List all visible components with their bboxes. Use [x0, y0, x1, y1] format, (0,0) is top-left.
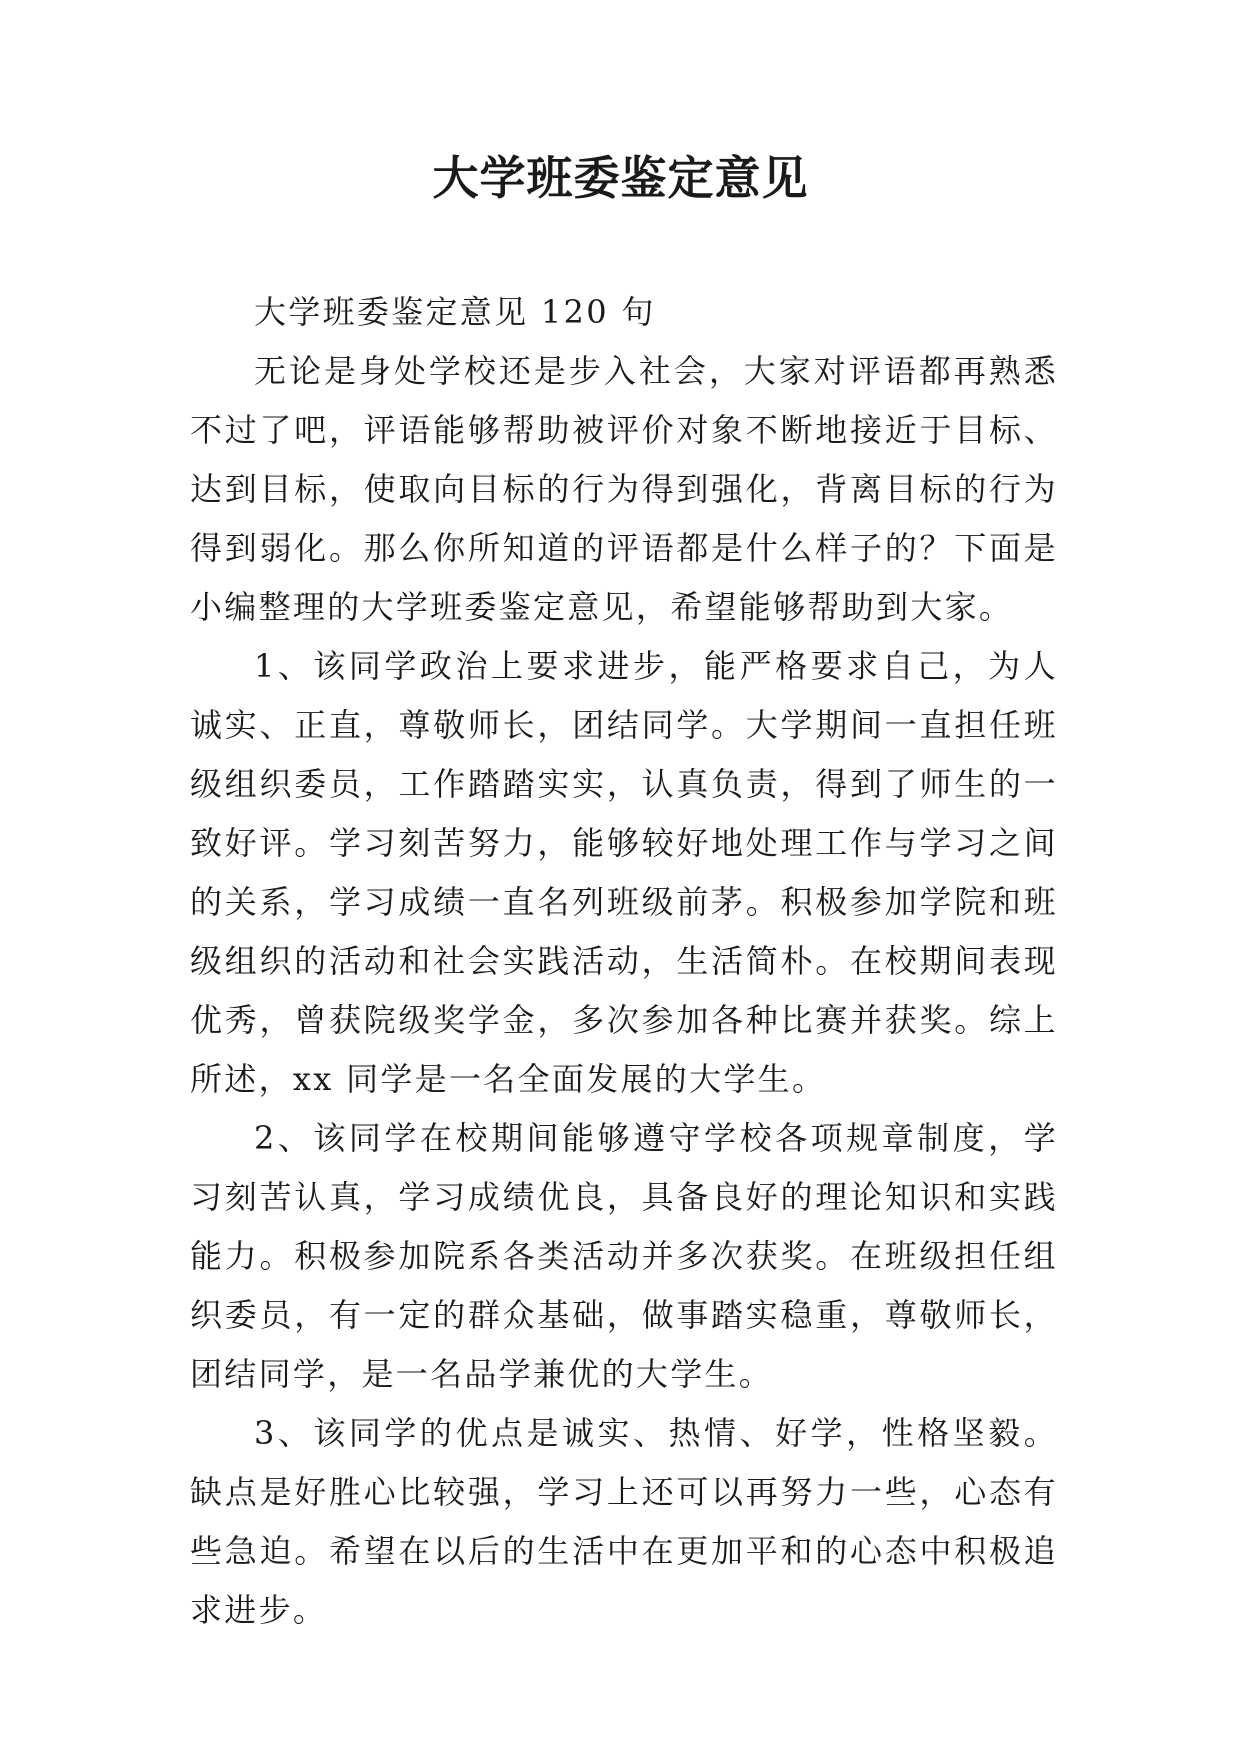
comment-paragraph-2: 2、该同学在校期间能够遵守学校各项规章制度，学习刻苦认真，学习成绩优良，具备良好的理论知识和实践能力。积极参加院系各类活动并多次获奖。在班级担任组织委员，有一定的群众基础，做事踏实稳重，尊敬师长，团结同学，是一名品学兼优的大学生。 — [190, 1119, 1058, 1393]
document-body — [190, 283, 1058, 1640]
comment-paragraph-3: 3、该同学的优点是诚实、热情、好学，性格坚毅。缺点是好胜心比较强，学习上还可以再努力一些，心态有些急迫。希望在以后的生活中在更加平和的心态中积极追求进步。 — [190, 1414, 1058, 1629]
document-subtitle: 大学班委鉴定意见 120 句 — [254, 293, 656, 331]
comment-paragraph-1: 1、该同学政治上要求进步，能严格要求自己，为人诚实、正直，尊敬师长，团结同学。大学期间一直担任班级组织委员，工作踏踏实实，认真负责，得到了师生的一致好评。学习刻苦努力，能够较好地处理工作与学习之间的关系，学习成绩一直名列班级前茅。积极参加学院和班级组织的活动和社会实践活动，生活简朴。在校期间表现优秀，曾获院级奖学金，多次参加各种比赛并获奖。综上所述，xx 同学是一名全面发展的大学生。 — [190, 647, 1058, 1098]
document-title: 大学班委鉴定意见 — [432, 151, 809, 205]
intro-paragraph: 无论是身处学校还是步入社会，大家对评语都再熟悉不过了吧，评语能够帮助被评价对象不断地接近于目标、达到目标，使取向目标的行为得到强化，背离目标的行为得到弱化。那么你所知道的评语都是什么样子的？下面是小编整理的大学班委鉴定意见，希望能够帮助到大家。 — [190, 352, 1058, 626]
